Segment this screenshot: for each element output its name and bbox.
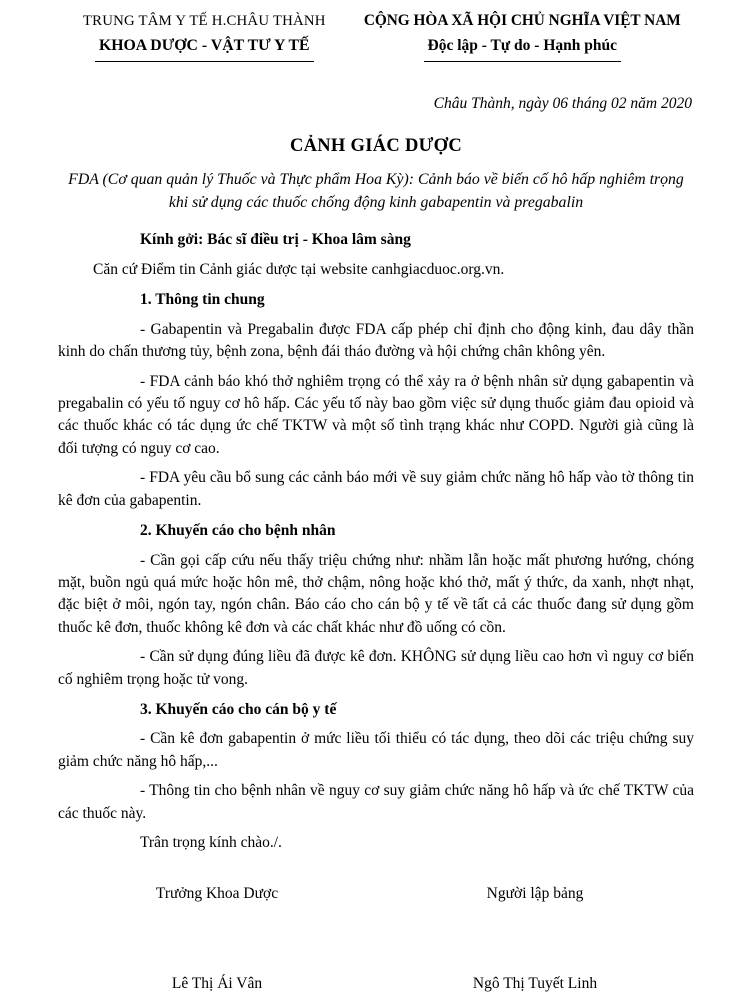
signer-right-name: Ngô Thị Tuyết Linh (472, 975, 598, 993)
paragraph: - Gabapentin và Pregabalin được FDA cấp phép chỉ định cho động kinh, đau dây thần kinh do chấn thương tủy, bệnh zona, bệnh đái tháo đường và hội chứng chân không yên. (58, 320, 694, 361)
place-date-line: Châu Thành, ngày 06 tháng 02 năm 2020 (433, 94, 692, 112)
signature-names-row (58, 973, 694, 995)
document-title: CẢNH GIÁC DƯỢC (289, 136, 463, 157)
signature-block (58, 883, 694, 996)
department-name: KHOA DƯỢC - VẬT TƯ Y TẾ (58, 32, 351, 61)
paragraph: - Thông tin cho bệnh nhân về nguy cơ suy giảm chức năng hô hấp và ức chế TKTW của các thuốc này. (58, 782, 694, 822)
section-heading-3: 3. Khuyến cáo cho cán bộ y tế (140, 700, 337, 718)
greeting-line: Kính gởi: Bác sĩ điều trị - Khoa lâm sàng (140, 230, 411, 248)
basis-line: Căn cứ Điểm tin Cảnh giác dược tại website canhgiacduoc.org.vn. (93, 261, 505, 279)
signer-left-title: Trưởng Khoa Dược (155, 885, 279, 902)
section-heading-2: 2. Khuyến cáo cho bệnh nhân (140, 522, 336, 540)
paragraph: - FDA cảnh báo khó thở nghiêm trọng có thể xảy ra ở bệnh nhân sử dụng gabapentin và pregabalin có yếu tố nguy cơ hô hấp. Các yếu tố này bao gồm việc sử dụng thuốc giảm đau opioid và các thuốc khác có tác dụng ức chế TKTW và một số tình trạng khác như COPD. Người già cũng là đối tượng có nguy cơ cao. (58, 372, 694, 457)
document-subtitle: FDA (Cơ quan quản lý Thuốc và Thực phẩm Hoa Kỳ): Cảnh báo về biến cố hô hấp nghiêm trọng khi sử dụng các thuốc chống động kinh gabapentin và pregabalin (68, 170, 684, 211)
signer-left-name: Lê Thị Ái Vân (171, 975, 263, 993)
org-name: TRUNG TÂM Y TẾ H.CHÂU THÀNH (82, 13, 326, 29)
paragraph: - Cần sử dụng đúng liều đã được kê đơn. KHÔNG sử dụng liều cao hơn vì nguy cơ biến cố nghiêm trọng hoặc tử vong. (58, 648, 694, 688)
paragraph: - Cần gọi cấp cứu nếu thấy triệu chứng như: nhầm lẫn hoặc mất phương hướng, chóng mặt, buồn ngủ quá mức hoặc hôn mê, thở chậm, nông hoặc khó thở, mất ý thức, da xanh, nhợt nhạt, đặc biệt ở môi, ngón tay, ngón chân. Báo cáo cho cán bộ y tế về tất cả các thuốc đang sử dụng gồm thuốc kê đơn, thuốc không kê đơn và các chất khác như đồ uống có cồn. (58, 551, 694, 636)
signer-right-title: Người lập bảng (486, 885, 584, 902)
issuing-org-block (58, 10, 351, 62)
paragraph: - Cần kê đơn gabapentin ở mức liều tối thiểu có tác dụng, theo dõi các triệu chứng suy giảm chức năng hô hấp,... (58, 730, 694, 770)
national-title: CỘNG HÒA XÃ HỘI CHỦ NGHĨA VIỆT NAM (363, 12, 681, 29)
signature-titles-row (58, 883, 694, 905)
section-heading-1: 1. Thông tin chung (140, 291, 265, 309)
closing-line: Trân trọng kính chào./. (140, 833, 282, 851)
national-motto-block (351, 10, 694, 62)
letterhead (58, 10, 694, 62)
paragraph: - FDA yêu cầu bổ sung các cảnh báo mới về suy giảm chức năng hô hấp vào tờ thông tin kê đơn của gabapentin. (58, 469, 694, 509)
national-motto: Độc lập - Tự do - Hạnh phúc (351, 32, 694, 61)
